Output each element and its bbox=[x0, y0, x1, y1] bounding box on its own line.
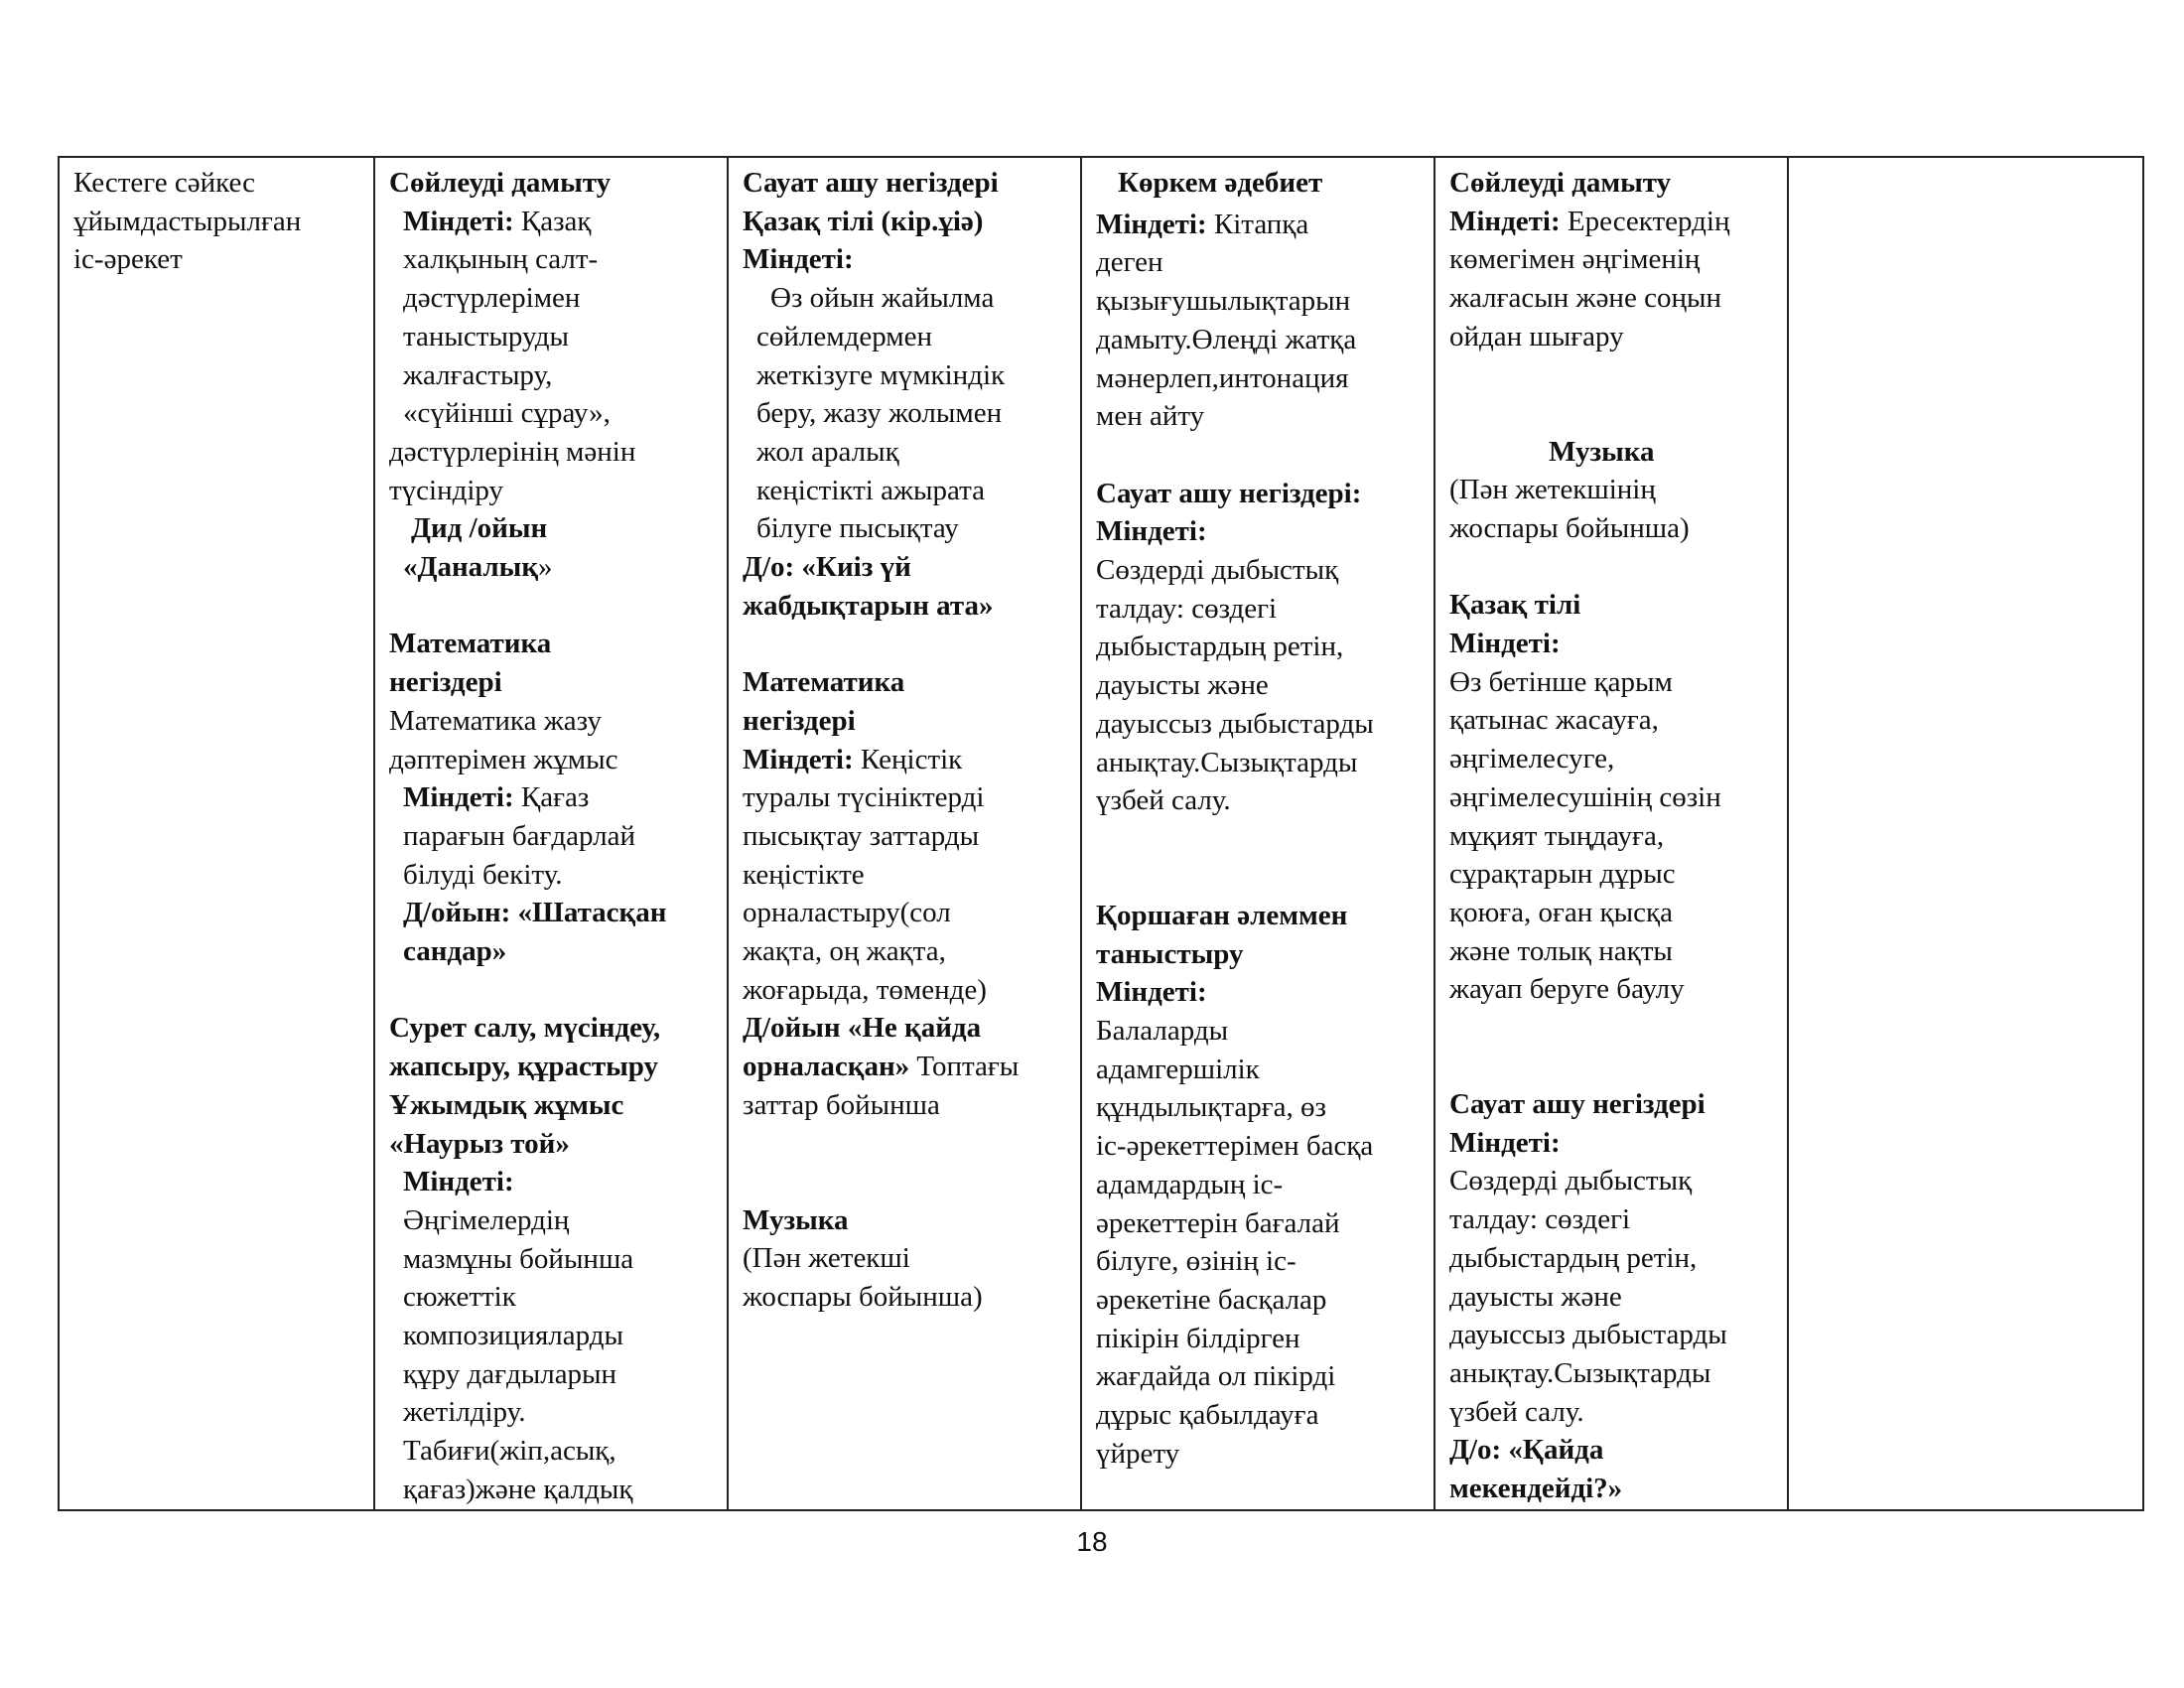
section-title: Математика bbox=[743, 666, 905, 699]
section-title: негіздері bbox=[389, 666, 502, 699]
task-label: Міндеті: bbox=[743, 743, 854, 775]
day-cell-2 bbox=[728, 157, 1081, 1510]
task-label: Міндеті: bbox=[403, 781, 514, 814]
text-line: мен айту bbox=[1096, 400, 1205, 433]
text-line: түсіндіру bbox=[389, 474, 504, 506]
text-line: мұқият тыңдауға, bbox=[1449, 819, 1665, 852]
text-line: дауыссыз дыбыстарды bbox=[1096, 707, 1374, 740]
game-name bbox=[389, 548, 717, 587]
task-line bbox=[389, 203, 717, 241]
text-line: (Пән жетекшінің bbox=[1449, 474, 1656, 506]
text-line: орналастыру(сол bbox=[743, 897, 951, 929]
text-line: қызығушылықтарын bbox=[1096, 285, 1351, 318]
text-line: сюжеттік bbox=[403, 1281, 516, 1314]
section-title: Музыка bbox=[1549, 435, 1655, 468]
spacer bbox=[1449, 1009, 1777, 1085]
section-title: Ұжымдық жұмыс bbox=[389, 1088, 624, 1121]
spacer bbox=[1449, 356, 1777, 433]
section-title: негіздері bbox=[743, 704, 856, 737]
text-line: жағдайда ол пікірді bbox=[1096, 1360, 1336, 1393]
text-line: сұрақтарын дұрыс bbox=[1449, 858, 1676, 891]
text-line: «сүйінші сұрау», bbox=[403, 397, 611, 430]
text-line: пысықтау заттарды bbox=[743, 819, 980, 852]
day-cell-4 bbox=[1434, 157, 1788, 1510]
day-cell-5-empty bbox=[1788, 157, 2143, 1510]
text-line: үзбей салу. bbox=[1449, 1395, 1584, 1428]
text-line: Математика жазу bbox=[389, 704, 602, 737]
section-title: «Наурыз той» bbox=[389, 1127, 570, 1160]
text-line: кеңістікте bbox=[743, 858, 865, 891]
row-label-line: іс-әрекет bbox=[73, 243, 183, 276]
text-line: (Пән жетекші bbox=[743, 1242, 910, 1275]
game-line: Д/ойын: «Шатасқан bbox=[403, 897, 667, 929]
section-title: Сауат ашу негіздері bbox=[743, 167, 999, 199]
text-line: білуге пысықтау bbox=[756, 512, 959, 545]
game-line: заттар бойынша bbox=[743, 1088, 940, 1121]
text-line: үзбей салу. bbox=[1096, 784, 1231, 817]
text-line: Балаларды bbox=[1096, 1015, 1229, 1048]
text-line: жол аралық bbox=[756, 435, 899, 468]
text-line: кеңістікті ажырата bbox=[756, 474, 986, 506]
text-line: анықтау.Сызықтарды bbox=[1449, 1356, 1711, 1389]
text-line: жауап беруге баулу bbox=[1449, 973, 1685, 1006]
section-title: Қоршаған әлеммен bbox=[1096, 899, 1348, 931]
text-line: дыбыстардың ретін, bbox=[1449, 1241, 1698, 1274]
text-line: дауысты және bbox=[1449, 1280, 1622, 1313]
spacer bbox=[389, 971, 717, 1010]
game-line: жабдықтарын ата» bbox=[743, 589, 994, 622]
text-line: жоспары бойынша) bbox=[743, 1280, 983, 1313]
task-label: Міндеті: bbox=[1449, 205, 1561, 237]
text-line: әңгімелесуге, bbox=[1449, 743, 1615, 775]
schedule-table bbox=[58, 156, 2144, 1511]
text-line: парағын бағдарлай bbox=[403, 819, 636, 852]
text-line: анықтау.Сызықтарды bbox=[1096, 746, 1358, 778]
task-line bbox=[1449, 203, 1777, 241]
text-line: жеткізуге мүмкіндік bbox=[756, 358, 1006, 391]
spacer bbox=[1096, 436, 1424, 475]
text-line: қағаз)және қалдық bbox=[403, 1473, 633, 1505]
text-line: жоғарыда, төменде) bbox=[743, 973, 987, 1006]
text-line: дәстүрлерінің мәнін bbox=[389, 435, 636, 468]
text-line: әңгімелесушінің сөзін bbox=[1449, 780, 1721, 813]
task-line bbox=[1096, 206, 1424, 244]
text-line: құру дағдыларын bbox=[403, 1357, 617, 1390]
section-title: Қазақ тілі bbox=[1449, 589, 1581, 622]
day-cell-3 bbox=[1081, 157, 1434, 1510]
task-text: Қағаз bbox=[513, 781, 590, 814]
spacer bbox=[1449, 548, 1777, 587]
text-line: Сөздерді дыбыстық bbox=[1449, 1165, 1693, 1197]
task-label: Міндеті: bbox=[1096, 515, 1207, 548]
text-line: дауыссыз дыбыстарды bbox=[1449, 1319, 1727, 1351]
game-line: мекендейді?» bbox=[1449, 1473, 1623, 1505]
task-label: Міндеті: bbox=[403, 1166, 514, 1198]
task-label: Міндеті: bbox=[743, 243, 854, 276]
game-line: Д/о: «Киіз үй bbox=[743, 551, 911, 584]
game-line: Д/ойын «Не қайда bbox=[743, 1012, 982, 1045]
game-title: Дид /ойын bbox=[411, 512, 548, 545]
text-line: құндылықтарға, өз bbox=[1096, 1091, 1327, 1124]
text-line: әрекеттерін бағалай bbox=[1096, 1206, 1340, 1239]
section-title: Сауат ашу негіздері bbox=[1449, 1088, 1706, 1121]
text-line: адамгершілік bbox=[1096, 1053, 1260, 1085]
text-line: беру, жазу жолымен bbox=[756, 397, 1003, 430]
text-line: талдау: сөздегі bbox=[1449, 1203, 1631, 1236]
text-line: көмегімен әңгіменің bbox=[1449, 243, 1701, 276]
section-title: Сөйлеуді дамыту bbox=[389, 167, 612, 199]
text-line: Өз бетінше қарым bbox=[1449, 665, 1673, 698]
section-title: Музыка bbox=[743, 1203, 849, 1236]
text-line: қатынас жасауға, bbox=[1449, 704, 1659, 737]
text-line: сөйлемдермен bbox=[756, 320, 933, 352]
section-title: Көркем әдебиет bbox=[1118, 167, 1323, 199]
text-line: пікірін білдірген bbox=[1096, 1322, 1300, 1354]
text-line: іс-әрекеттерімен басқа bbox=[1096, 1130, 1374, 1163]
text-line: мәнерлеп,интонация bbox=[1096, 361, 1349, 394]
text-line: талдау: сөздегі bbox=[1096, 592, 1278, 625]
task-label: Міндеті: bbox=[1096, 208, 1207, 240]
text-line: туралы түсініктерді bbox=[743, 781, 985, 814]
text-line: білуге, өзінің іс- bbox=[1096, 1245, 1297, 1278]
game-line: Д/о: «Қайда bbox=[1449, 1434, 1604, 1467]
section-subtitle: Қазақ тілі (кір.ұіә) bbox=[743, 205, 984, 237]
text-line: Табиғи(жіп,асық, bbox=[403, 1435, 616, 1468]
task-text: Ересектердің bbox=[1560, 205, 1730, 237]
task-label: Міндеті: bbox=[1096, 976, 1207, 1009]
task-label: Міндеті: bbox=[1449, 628, 1561, 660]
text-line: жетілдіру. bbox=[403, 1396, 526, 1429]
text-line: Әңгімелердің bbox=[403, 1203, 570, 1236]
text-line: әрекетіне басқалар bbox=[1096, 1283, 1327, 1316]
section-title: Сөйлеуді дамыту bbox=[1449, 167, 1672, 199]
section-title: Математика bbox=[389, 628, 552, 660]
game-name-end: » bbox=[538, 551, 553, 584]
text-line: ойдан шығару bbox=[1449, 320, 1624, 352]
text-line: Өз ойын жайылма bbox=[770, 282, 995, 315]
task-text: Кітапқа bbox=[1206, 208, 1309, 240]
spacer bbox=[743, 1125, 1070, 1201]
text-line: композицияларды bbox=[403, 1320, 623, 1352]
task-line bbox=[743, 741, 1070, 779]
text-line: және толық нақты bbox=[1449, 934, 1673, 967]
row-label-line: ұйымдастырылған bbox=[73, 205, 302, 237]
page-number: 18 bbox=[1076, 1526, 1108, 1557]
section-title: Сурет салу, мүсіндеу, bbox=[389, 1012, 661, 1045]
game-name-bold: орналасқан» bbox=[743, 1051, 910, 1083]
text-line: таныстыруды bbox=[403, 320, 569, 352]
text-line: қоюға, оған қысқа bbox=[1449, 896, 1673, 928]
section-title: таныстыру bbox=[1096, 937, 1244, 970]
row-label-line: Кестеге сәйкес bbox=[73, 167, 255, 199]
task-label: Міндеті: bbox=[1449, 1126, 1561, 1159]
section-title: Сауат ашу негіздері: bbox=[1096, 477, 1362, 509]
text-line: білуді бекіту. bbox=[403, 858, 563, 891]
section-title: жапсыру, құрастыру bbox=[389, 1051, 659, 1083]
text-line: мазмұны бойынша bbox=[403, 1242, 634, 1275]
text-line: жақта, оң жақта, bbox=[743, 935, 946, 968]
text-line: дәптерімен жұмыс bbox=[389, 743, 618, 775]
table-row bbox=[59, 157, 2143, 1510]
text-line: халқының салт- bbox=[403, 243, 599, 276]
task-text: Қазақ bbox=[513, 205, 592, 237]
text-line: дәстүрлерімен bbox=[403, 282, 581, 315]
task-label: Міндеті: bbox=[403, 205, 514, 237]
spacer bbox=[1096, 820, 1424, 897]
spacer bbox=[389, 587, 717, 626]
text-line: деген bbox=[1096, 246, 1163, 279]
game-line: сандар» bbox=[403, 935, 507, 968]
text-line: жоспары бойынша) bbox=[1449, 511, 1690, 544]
row-label-cell bbox=[59, 157, 374, 1510]
task-line bbox=[389, 778, 717, 817]
text-line: жалғастыру, bbox=[403, 358, 553, 391]
text-line: жалғасын және соңын bbox=[1449, 282, 1721, 315]
game-text: Топтағы bbox=[909, 1051, 1020, 1083]
day-cell-1 bbox=[374, 157, 728, 1510]
text-line: дауысты және bbox=[1096, 669, 1269, 702]
text-line: үйрету bbox=[1096, 1437, 1180, 1470]
text-line: дыбыстардың ретін, bbox=[1096, 631, 1344, 663]
text-line: дамыту.Өлеңді жатқа bbox=[1096, 323, 1357, 355]
game-line bbox=[743, 1048, 1070, 1086]
text-line: Сөздерді дыбыстық bbox=[1096, 554, 1339, 587]
text-line: адамдардың іс- bbox=[1096, 1168, 1284, 1200]
text-line: дұрыс қабылдауға bbox=[1096, 1399, 1319, 1432]
task-text: Кеңістік bbox=[853, 743, 963, 775]
game-name-bold: «Даналық bbox=[403, 551, 539, 584]
spacer bbox=[743, 625, 1070, 663]
